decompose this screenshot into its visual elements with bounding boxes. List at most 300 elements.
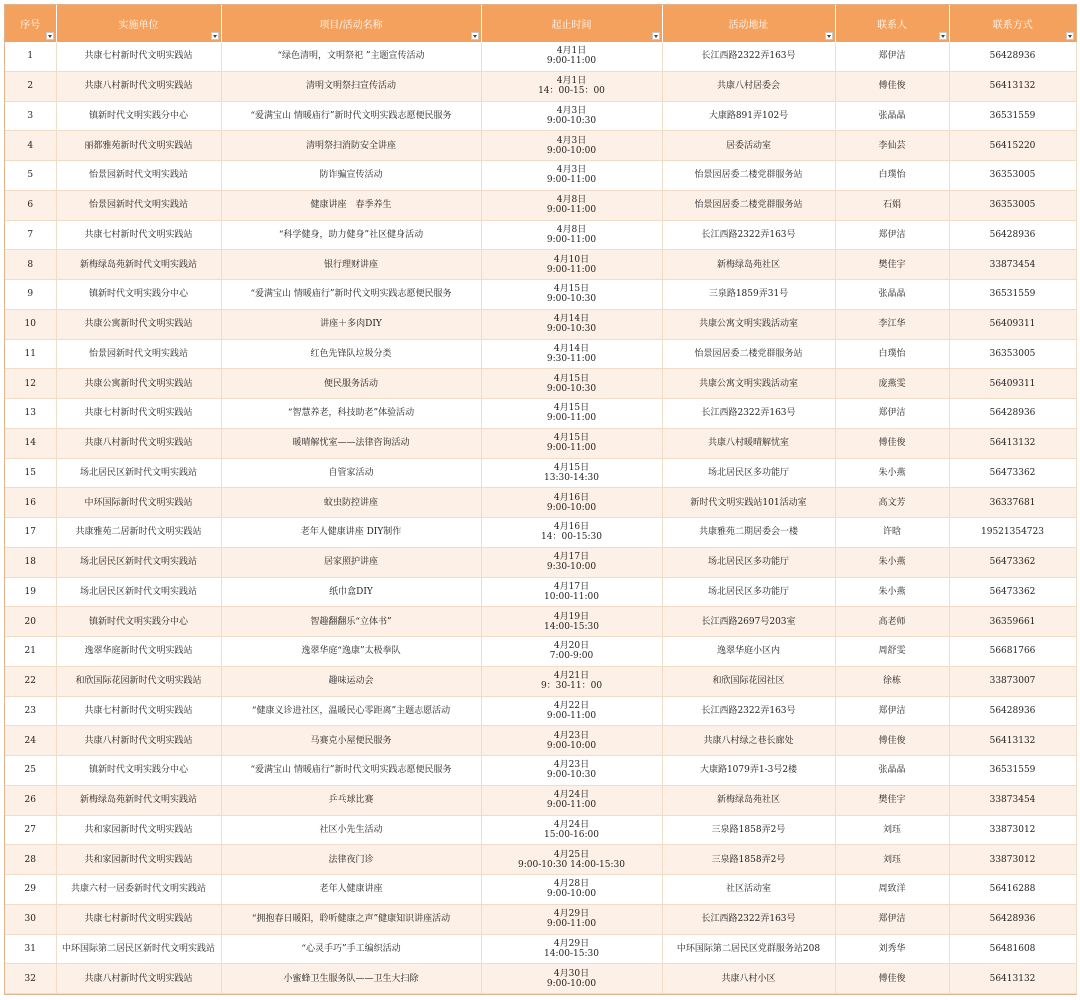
index-cell[interactable]: 13: [5, 399, 56, 429]
header-cell[interactable]: 序号: [5, 5, 56, 42]
contact-person-cell[interactable]: 郑伊洁: [835, 904, 949, 934]
contact-person-cell[interactable]: 高文芳: [835, 488, 949, 518]
time-cell[interactable]: [481, 785, 662, 815]
address-cell[interactable]: 共康雅苑二期居委会一楼: [662, 518, 835, 548]
contact-person-cell[interactable]: 高老师: [835, 607, 949, 637]
time-range-text: 9:00-11:00: [546, 919, 597, 930]
table-row: [5, 756, 1076, 786]
activity-cell[interactable]: 健康讲座 春季养生: [221, 190, 481, 220]
time-cell[interactable]: [481, 815, 662, 845]
filter-dropdown-icon[interactable]: [211, 32, 219, 40]
index-cell[interactable]: 26: [5, 785, 56, 815]
time-range-text: 7:00-9:00: [549, 651, 594, 662]
unit-cell[interactable]: 共康七村新时代文明实践站: [56, 696, 221, 726]
contact-person-cell[interactable]: 傅佳俊: [835, 71, 949, 101]
table-row: [5, 518, 1076, 548]
phone-cell[interactable]: 33873012: [949, 845, 1076, 875]
time-cell[interactable]: [481, 101, 662, 131]
index-cell[interactable]: 6: [5, 190, 56, 220]
unit-cell[interactable]: 镇新时代文明实践分中心: [56, 280, 221, 310]
address-cell[interactable]: 共康八村小区: [662, 964, 835, 994]
time-cell[interactable]: [481, 399, 662, 429]
date-text: 4月20日: [553, 641, 590, 652]
filter-dropdown-icon[interactable]: [1066, 32, 1074, 40]
time-cell[interactable]: [481, 339, 662, 369]
activity-cell[interactable]: 马赛克小屋便民服务: [221, 726, 481, 756]
phone-cell[interactable]: 56473362: [949, 577, 1076, 607]
address-cell[interactable]: 新时代文明实践站101活动室: [662, 488, 835, 518]
contact-person-cell[interactable]: 庞燕雯: [835, 369, 949, 399]
table-row: [5, 190, 1076, 220]
header-cell[interactable]: 活动地址: [662, 5, 835, 42]
address-cell[interactable]: 共康公寓文明实践活动室: [662, 369, 835, 399]
activity-cell[interactable]: 智趣翻翻乐“立体书”: [221, 607, 481, 637]
unit-cell[interactable]: 丽都雅苑新时代文明实践站: [56, 131, 221, 161]
unit-cell[interactable]: 共康八村新时代文明实践站: [56, 964, 221, 994]
address-cell[interactable]: 居委活动室: [662, 131, 835, 161]
time-cell[interactable]: [481, 161, 662, 191]
unit-cell[interactable]: 共康雅苑二居新时代文明实践站: [56, 518, 221, 548]
activity-cell[interactable]: 居家照护讲座: [221, 547, 481, 577]
time-range-text: 9:00-11:00: [546, 205, 597, 216]
activity-cell[interactable]: “爱满宝山 情暖庙行”新时代文明实践志愿便民服务: [221, 280, 481, 310]
table-row: [5, 250, 1076, 280]
address-cell[interactable]: 新梅绿岛苑社区: [662, 250, 835, 280]
address-cell[interactable]: 共康八村居委会: [662, 71, 835, 101]
index-cell[interactable]: 16: [5, 488, 56, 518]
index-cell[interactable]: 18: [5, 547, 56, 577]
time-cell[interactable]: [481, 845, 662, 875]
index-cell[interactable]: 2: [5, 71, 56, 101]
address-cell[interactable]: 长江西路2322弄163号: [662, 220, 835, 250]
unit-cell[interactable]: 怡景园新时代文明实践站: [56, 161, 221, 191]
unit-cell[interactable]: 场北居民区新时代文明实践站: [56, 458, 221, 488]
activity-cell[interactable]: 讲座＋多肉DIY: [221, 309, 481, 339]
time-cell[interactable]: [481, 934, 662, 964]
index-cell[interactable]: 21: [5, 637, 56, 667]
phone-cell[interactable]: 56428936: [949, 696, 1076, 726]
phone-cell[interactable]: 56481608: [949, 934, 1076, 964]
contact-person-cell[interactable]: 张晶晶: [835, 280, 949, 310]
phone-cell[interactable]: 56413132: [949, 71, 1076, 101]
unit-cell[interactable]: 共康八村新时代文明实践站: [56, 726, 221, 756]
time-range-text: 9:00-11:00: [546, 234, 597, 245]
phone-cell[interactable]: 56428936: [949, 904, 1076, 934]
phone-cell[interactable]: 56428936: [949, 399, 1076, 429]
contact-person-cell[interactable]: 傅佳俊: [835, 726, 949, 756]
time-cell[interactable]: [481, 547, 662, 577]
unit-cell[interactable]: 镇新时代文明实践分中心: [56, 756, 221, 786]
unit-cell[interactable]: 共康八村新时代文明实践站: [56, 71, 221, 101]
index-cell[interactable]: 9: [5, 280, 56, 310]
filter-dropdown-icon[interactable]: [939, 32, 947, 40]
contact-person-cell[interactable]: 刘珏: [835, 815, 949, 845]
contact-person-cell[interactable]: 周致洋: [835, 875, 949, 905]
phone-cell[interactable]: 36531559: [949, 756, 1076, 786]
time-range-text: 9:00-11:00: [546, 56, 597, 67]
table-row: [5, 666, 1076, 696]
address-cell[interactable]: 场北居民区多功能厅: [662, 458, 835, 488]
date-text: 4月15日: [553, 433, 590, 444]
index-cell[interactable]: 25: [5, 756, 56, 786]
phone-cell[interactable]: 19521354723: [949, 518, 1076, 548]
phone-cell[interactable]: 56473362: [949, 458, 1076, 488]
contact-person-cell[interactable]: 樊佳宇: [835, 785, 949, 815]
unit-cell[interactable]: 怡景园新时代文明实践站: [56, 190, 221, 220]
time-cell[interactable]: [481, 904, 662, 934]
unit-cell[interactable]: 新梅绿岛苑新时代文明实践站: [56, 785, 221, 815]
address-cell[interactable]: 长江西路2322弄163号: [662, 904, 835, 934]
activity-cell[interactable]: 纸巾盒DIY: [221, 577, 481, 607]
unit-cell[interactable]: 共康七村新时代文明实践站: [56, 399, 221, 429]
filter-dropdown-icon[interactable]: [46, 32, 54, 40]
unit-cell[interactable]: 和欣国际花园新时代文明实践站: [56, 666, 221, 696]
header-cell[interactable]: 起止时间: [481, 5, 662, 42]
header-cell[interactable]: 联系方式: [949, 5, 1076, 42]
address-cell[interactable]: 怡景园居委二楼党群服务站: [662, 339, 835, 369]
time-cell[interactable]: [481, 280, 662, 310]
filter-dropdown-icon[interactable]: [471, 32, 479, 40]
phone-cell[interactable]: 56415220: [949, 131, 1076, 161]
activity-cell[interactable]: 银行理财讲座: [221, 250, 481, 280]
contact-person-cell[interactable]: 朱小燕: [835, 577, 949, 607]
index-cell[interactable]: 8: [5, 250, 56, 280]
contact-person-cell[interactable]: 朱小燕: [835, 458, 949, 488]
time-range-text: 9:00-10:30: [546, 383, 597, 394]
table-row: [5, 934, 1076, 964]
contact-person-cell[interactable]: 郑伊洁: [835, 42, 949, 71]
table-row: [5, 161, 1076, 191]
index-cell[interactable]: 22: [5, 666, 56, 696]
time-range-text: 9:00-10:30 14:00-15:30: [518, 859, 625, 870]
address-cell[interactable]: 长江西路2322弄163号: [662, 696, 835, 726]
address-cell[interactable]: 怡景园居委二楼党群服务站: [662, 190, 835, 220]
unit-cell[interactable]: 新梅绿岛苑新时代文明实践站: [56, 250, 221, 280]
time-cell[interactable]: [481, 71, 662, 101]
header-cell[interactable]: 项目/活动名称: [221, 5, 481, 42]
filter-dropdown-icon[interactable]: [652, 32, 660, 40]
time-cell[interactable]: [481, 726, 662, 756]
contact-person-cell[interactable]: 石娟: [835, 190, 949, 220]
activity-cell[interactable]: 清明祭扫消防安全讲座: [221, 131, 481, 161]
time-range-text: 9:00-11:00: [546, 443, 597, 454]
date-text: 4月16日: [553, 492, 590, 503]
date-text: 4月1日: [556, 46, 587, 57]
date-text: 4月1日: [556, 76, 587, 87]
address-cell[interactable]: 中环国际第二居民区党群服务站208: [662, 934, 835, 964]
activity-cell[interactable]: 趣味运动会: [221, 666, 481, 696]
unit-cell[interactable]: 怡景园新时代文明实践站: [56, 339, 221, 369]
unit-cell[interactable]: 共康公寓新时代文明实践站: [56, 309, 221, 339]
activity-cell[interactable]: “健康义诊进社区，温暖民心零距离”主题志愿活动: [221, 696, 481, 726]
table-row: [5, 875, 1076, 905]
index-cell[interactable]: 32: [5, 964, 56, 994]
index-cell[interactable]: 23: [5, 696, 56, 726]
address-cell[interactable]: 怡景园居委二楼党群服务站: [662, 161, 835, 191]
index-cell[interactable]: 29: [5, 875, 56, 905]
time-range-text: 14:00-15:30: [544, 948, 599, 959]
contact-person-cell[interactable]: 李仙芸: [835, 131, 949, 161]
time-range-text: 9:00-10:00: [546, 889, 597, 900]
time-cell[interactable]: [481, 518, 662, 548]
phone-cell[interactable]: 33873007: [949, 666, 1076, 696]
activity-cell[interactable]: 暖晴解忧室——法律咨询活动: [221, 428, 481, 458]
index-cell[interactable]: 3: [5, 101, 56, 131]
time-cell[interactable]: [481, 577, 662, 607]
index-cell[interactable]: 27: [5, 815, 56, 845]
time-cell[interactable]: [481, 250, 662, 280]
phone-cell[interactable]: 56413132: [949, 428, 1076, 458]
time-range-text: 14：00-15：00: [538, 86, 605, 97]
activity-cell[interactable]: “爱满宝山 情暖庙行”新时代文明实践志愿便民服务: [221, 101, 481, 131]
index-cell[interactable]: 12: [5, 369, 56, 399]
phone-cell[interactable]: 56428936: [949, 42, 1076, 71]
time-cell[interactable]: [481, 756, 662, 786]
activity-cell[interactable]: 法律夜门诊: [221, 845, 481, 875]
unit-cell[interactable]: 逸翠华庭新时代文明实践站: [56, 637, 221, 667]
phone-cell[interactable]: 56473362: [949, 547, 1076, 577]
contact-person-cell[interactable]: 朱小燕: [835, 547, 949, 577]
time-cell[interactable]: [481, 488, 662, 518]
table-row: [5, 785, 1076, 815]
table-row: [5, 101, 1076, 131]
activity-cell[interactable]: 乒乓球比赛: [221, 785, 481, 815]
date-text: 4月8日: [556, 195, 587, 206]
contact-person-cell[interactable]: 张晶晶: [835, 756, 949, 786]
address-cell[interactable]: 三泉路1858弄2号: [662, 815, 835, 845]
table-body: [5, 42, 1076, 994]
header-cell[interactable]: 联系人: [835, 5, 949, 42]
address-cell[interactable]: 新梅绿岛苑社区: [662, 785, 835, 815]
index-cell[interactable]: 5: [5, 161, 56, 191]
phone-cell[interactable]: 56681766: [949, 637, 1076, 667]
phone-cell[interactable]: 56428936: [949, 220, 1076, 250]
contact-person-cell[interactable]: 李江华: [835, 309, 949, 339]
activity-schedule-sheet: [4, 4, 1077, 995]
unit-cell[interactable]: 场北居民区新时代文明实践站: [56, 577, 221, 607]
time-range-text: 9:00-10:30: [546, 324, 597, 335]
time-range-text: 9：30-11：00: [540, 681, 603, 692]
address-cell[interactable]: 共康八村绿之巷长廊处: [662, 726, 835, 756]
date-text: 4月16日: [553, 522, 590, 533]
date-text: 4月29日: [553, 938, 590, 949]
contact-person-cell[interactable]: 傅佳俊: [835, 964, 949, 994]
time-cell[interactable]: [481, 428, 662, 458]
time-range-text: 15:00-16:00: [544, 829, 599, 840]
date-text: 4月10日: [553, 254, 590, 265]
activity-cell[interactable]: 红色先锋队垃圾分类: [221, 339, 481, 369]
activity-cell[interactable]: 蚊虫防控讲座: [221, 488, 481, 518]
index-cell[interactable]: 4: [5, 131, 56, 161]
contact-person-cell[interactable]: 郑伊洁: [835, 399, 949, 429]
index-cell[interactable]: 7: [5, 220, 56, 250]
address-cell[interactable]: 共康公寓文明实践活动室: [662, 309, 835, 339]
activity-cell[interactable]: “智慧养老，科技助老”体验活动: [221, 399, 481, 429]
time-cell[interactable]: [481, 220, 662, 250]
time-range-text: 9:00-11:00: [546, 175, 597, 186]
phone-cell[interactable]: 36337681: [949, 488, 1076, 518]
table-row: [5, 369, 1076, 399]
unit-cell[interactable]: 镇新时代文明实践分中心: [56, 101, 221, 131]
contact-person-cell[interactable]: 郑伊洁: [835, 696, 949, 726]
time-cell[interactable]: [481, 607, 662, 637]
address-cell[interactable]: 三泉路1859弄31号: [662, 280, 835, 310]
activity-cell[interactable]: 自管家活动: [221, 458, 481, 488]
activity-cell[interactable]: “拥抱春日暖阳，聆听健康之声”健康知识讲座活动: [221, 904, 481, 934]
activity-cell[interactable]: 社区小先生活动: [221, 815, 481, 845]
unit-cell[interactable]: 共康八村新时代文明实践站: [56, 428, 221, 458]
index-cell[interactable]: 30: [5, 904, 56, 934]
phone-cell[interactable]: 56413132: [949, 964, 1076, 994]
table-row: [5, 458, 1076, 488]
index-cell[interactable]: 10: [5, 309, 56, 339]
table-row: [5, 815, 1076, 845]
time-range-text: 9:00-11:00: [546, 800, 597, 811]
index-cell[interactable]: 20: [5, 607, 56, 637]
date-text: 4月17日: [553, 552, 590, 563]
activity-cell[interactable]: 便民服务活动: [221, 369, 481, 399]
contact-person-cell[interactable]: 张晶晶: [835, 101, 949, 131]
activity-cell[interactable]: “绿色清明，文明祭祀 ”主题宣传活动: [221, 42, 481, 71]
date-text: 4月14日: [553, 314, 590, 325]
address-cell[interactable]: 共康八村暖晴解忧室: [662, 428, 835, 458]
date-text: 4月14日: [553, 343, 590, 354]
phone-cell[interactable]: 56409311: [949, 309, 1076, 339]
index-cell[interactable]: 31: [5, 934, 56, 964]
unit-cell[interactable]: 镇新时代文明实践分中心: [56, 607, 221, 637]
activity-cell[interactable]: 老年人健康讲座 DIY制作: [221, 518, 481, 548]
time-cell[interactable]: [481, 190, 662, 220]
phone-cell[interactable]: 33873454: [949, 250, 1076, 280]
address-cell[interactable]: 场北居民区多功能厅: [662, 547, 835, 577]
contact-person-cell[interactable]: 刘秀华: [835, 934, 949, 964]
time-cell[interactable]: [481, 964, 662, 994]
unit-cell[interactable]: 中环国际新时代文明实践站: [56, 488, 221, 518]
address-cell[interactable]: 场北居民区多功能厅: [662, 577, 835, 607]
unit-cell[interactable]: 共康七村新时代文明实践站: [56, 42, 221, 71]
index-cell[interactable]: 19: [5, 577, 56, 607]
index-cell[interactable]: 28: [5, 845, 56, 875]
time-range-text: 9:00-11:00: [546, 710, 597, 721]
phone-cell[interactable]: 56416288: [949, 875, 1076, 905]
contact-person-cell[interactable]: 徐栋: [835, 666, 949, 696]
date-text: 4月23日: [553, 730, 590, 741]
table-row: [5, 309, 1076, 339]
contact-person-cell[interactable]: 郑伊洁: [835, 220, 949, 250]
time-range-text: 14:00-15:30: [544, 621, 599, 632]
filter-dropdown-icon[interactable]: [825, 32, 833, 40]
address-cell[interactable]: 长江西路2697号203室: [662, 607, 835, 637]
unit-cell[interactable]: 场北居民区新时代文明实践站: [56, 547, 221, 577]
time-range-text: 13:30-14:30: [544, 472, 599, 483]
contact-person-cell[interactable]: 傅佳俊: [835, 428, 949, 458]
date-text: 4月25日: [553, 849, 590, 860]
unit-cell[interactable]: 共和家园新时代文明实践站: [56, 815, 221, 845]
unit-cell[interactable]: 共康六村一居委新时代文明实践站: [56, 875, 221, 905]
contact-person-cell[interactable]: 樊佳宇: [835, 250, 949, 280]
unit-cell[interactable]: 共和家园新时代文明实践站: [56, 845, 221, 875]
phone-cell[interactable]: 36353005: [949, 339, 1076, 369]
time-cell[interactable]: [481, 309, 662, 339]
phone-cell[interactable]: 36359661: [949, 607, 1076, 637]
date-text: 4月3日: [556, 135, 587, 146]
address-cell[interactable]: 逸翠华庭小区内: [662, 637, 835, 667]
activity-cell[interactable]: “心灵手巧”手工编织活动: [221, 934, 481, 964]
unit-cell[interactable]: 共康七村新时代文明实践站: [56, 904, 221, 934]
activity-cell[interactable]: 逸翠华庭“逸康”太极拳队: [221, 637, 481, 667]
phone-cell[interactable]: 56413132: [949, 726, 1076, 756]
time-cell[interactable]: [481, 42, 662, 71]
index-cell[interactable]: 14: [5, 428, 56, 458]
time-range-text: 14：00-15:30: [541, 532, 602, 543]
contact-person-cell[interactable]: 周舒雯: [835, 637, 949, 667]
unit-cell[interactable]: 共康公寓新时代文明实践站: [56, 369, 221, 399]
time-cell[interactable]: [481, 637, 662, 667]
activity-cell[interactable]: 老年人健康讲座: [221, 875, 481, 905]
contact-person-cell[interactable]: 白璞怡: [835, 339, 949, 369]
header-row: [5, 5, 1076, 42]
date-text: 4月15日: [553, 284, 590, 295]
phone-cell[interactable]: 36353005: [949, 190, 1076, 220]
date-text: 4月15日: [553, 462, 590, 473]
address-cell[interactable]: 长江西路2322弄163号: [662, 399, 835, 429]
contact-person-cell[interactable]: 刘珏: [835, 845, 949, 875]
table-row: [5, 904, 1076, 934]
contact-person-cell[interactable]: 白璞怡: [835, 161, 949, 191]
phone-cell[interactable]: 33873012: [949, 815, 1076, 845]
address-cell[interactable]: 三泉路1858弄2号: [662, 845, 835, 875]
index-cell[interactable]: 11: [5, 339, 56, 369]
table-row: [5, 637, 1076, 667]
index-cell[interactable]: 17: [5, 518, 56, 548]
time-range-text: 9:00-10:00: [546, 978, 597, 989]
date-text: 4月19日: [553, 611, 590, 622]
time-cell[interactable]: [481, 696, 662, 726]
address-cell[interactable]: 大康路891弄102号: [662, 101, 835, 131]
phone-cell[interactable]: 36353005: [949, 161, 1076, 191]
time-cell[interactable]: [481, 131, 662, 161]
unit-cell[interactable]: 中环国际第二居民区新时代文明实践站: [56, 934, 221, 964]
time-cell[interactable]: [481, 369, 662, 399]
time-cell[interactable]: [481, 875, 662, 905]
activity-cell[interactable]: 小蜜蜂卫生服务队——卫生大扫除: [221, 964, 481, 994]
activity-cell[interactable]: 清明文明祭扫宣传活动: [221, 71, 481, 101]
activity-cell[interactable]: 防诈骗宣传活动: [221, 161, 481, 191]
header-cell[interactable]: 实施单位: [56, 5, 221, 42]
time-cell[interactable]: [481, 666, 662, 696]
index-cell[interactable]: 24: [5, 726, 56, 756]
address-cell[interactable]: 社区活动室: [662, 875, 835, 905]
address-cell[interactable]: 和欣国际花园社区: [662, 666, 835, 696]
time-range-text: 9:00-10:30: [546, 115, 597, 126]
contact-person-cell[interactable]: 许晗: [835, 518, 949, 548]
activity-cell[interactable]: “科学健身，助力健身”社区健身活动: [221, 220, 481, 250]
activity-cell[interactable]: “爱满宝山 情暖庙行”新时代文明实践志愿便民服务: [221, 756, 481, 786]
index-cell[interactable]: 15: [5, 458, 56, 488]
date-text: 4月30日: [553, 968, 590, 979]
phone-cell[interactable]: 33873454: [949, 785, 1076, 815]
phone-cell[interactable]: 36531559: [949, 101, 1076, 131]
table-row: [5, 71, 1076, 101]
time-cell[interactable]: [481, 458, 662, 488]
table-row: [5, 399, 1076, 429]
index-cell[interactable]: 1: [5, 42, 56, 71]
address-cell[interactable]: 大康路1079弄1-3号2楼: [662, 756, 835, 786]
phone-cell[interactable]: 36531559: [949, 280, 1076, 310]
address-cell[interactable]: 长江西路2322弄163号: [662, 42, 835, 71]
phone-cell[interactable]: 56409311: [949, 369, 1076, 399]
unit-cell[interactable]: 共康七村新时代文明实践站: [56, 220, 221, 250]
